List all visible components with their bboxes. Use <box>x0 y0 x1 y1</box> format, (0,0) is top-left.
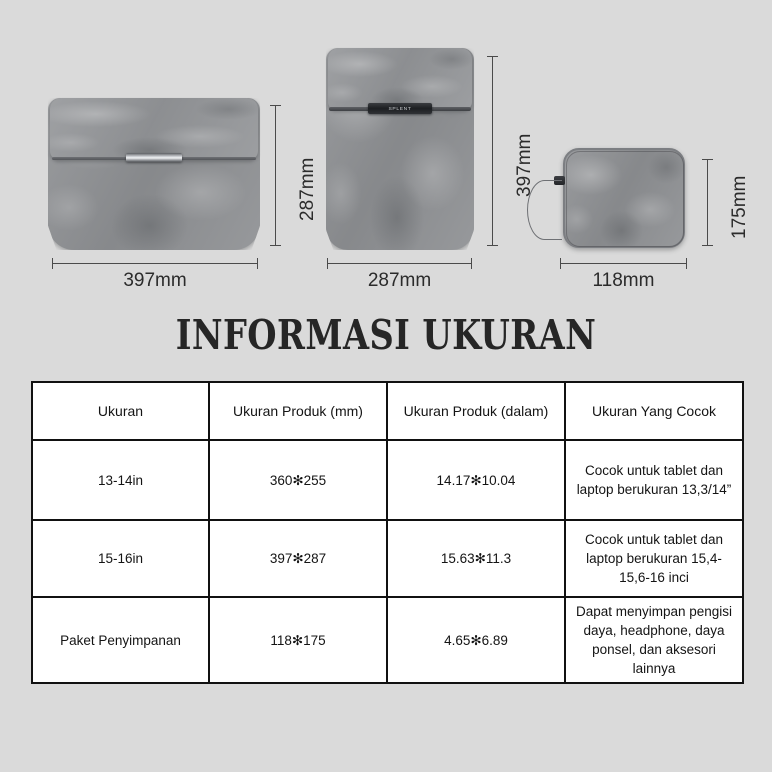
table-header-row <box>32 382 743 440</box>
dimension-label-height-landscape-sleeve: 287mm <box>297 157 318 221</box>
cell-produk-mm: 118✻175 <box>209 597 387 683</box>
cell-ukuran: 15-16in <box>32 520 209 597</box>
sleeve-flap <box>50 98 258 160</box>
dimension-label-width-pouch: 118mm <box>592 270 655 291</box>
cell-ukuran: Paket Penyimpanan <box>32 597 209 683</box>
cell-produk-mm: 397✻287 <box>209 520 387 597</box>
column-header-ukuran: Ukuran <box>32 382 209 440</box>
column-header-ukuran-cocok: Ukuran Yang Cocok <box>565 382 743 440</box>
dimension-line-horizontal-portrait-sleeve <box>327 263 472 264</box>
column-header-produk-dalam: Ukuran Produk (dalam) <box>387 382 565 440</box>
dimension-line-horizontal-landscape-sleeve <box>52 263 258 264</box>
column-header-produk-mm: Ukuran Produk (mm) <box>209 382 387 440</box>
size-information-table <box>31 381 744 684</box>
cell-produk-dalam: 14.17✻10.04 <box>387 440 565 520</box>
cell-ukuran-cocok: Cocok untuk tablet dan laptop berukuran 13,3/14” <box>565 440 743 520</box>
dimension-label-height-portrait-sleeve: 397mm <box>514 133 535 197</box>
dimension-label-width-portrait-sleeve: 287mm <box>367 270 432 291</box>
product-image-accessory-pouch <box>563 148 685 248</box>
table-row <box>32 440 743 520</box>
table-row <box>32 520 743 597</box>
cell-ukuran: 13-14in <box>32 440 209 520</box>
product-showcase <box>0 0 772 300</box>
table-row <box>32 597 743 683</box>
wrist-strap-icon <box>527 180 562 240</box>
dimension-line-vertical-pouch <box>707 159 708 246</box>
sleeve-flap <box>328 48 472 110</box>
dimension-label-width-landscape-sleeve: 397mm <box>123 270 187 291</box>
page-title: INFORMASI UKURAN <box>175 311 597 359</box>
cell-ukuran-cocok: Dapat menyimpan pengisi daya, headphone, daya ponsel, dan aksesori lainnya <box>565 597 743 683</box>
dimension-line-horizontal-pouch <box>560 263 687 264</box>
product-image-landscape-sleeve <box>48 98 260 250</box>
brand-label: SPLENT <box>388 105 412 112</box>
zipper-seam <box>566 151 684 247</box>
magnetic-clasp-icon <box>368 103 432 114</box>
dimension-line-vertical-portrait-sleeve <box>492 56 493 246</box>
dimension-line-vertical-landscape-sleeve <box>275 105 276 246</box>
cell-produk-dalam: 4.65✻6.89 <box>387 597 565 683</box>
dimension-label-height-pouch: 175mm <box>729 175 750 239</box>
cell-produk-mm: 360✻255 <box>209 440 387 520</box>
cell-produk-dalam: 15.63✻11.3 <box>387 520 565 597</box>
cell-ukuran-cocok: Cocok untuk tablet dan laptop berukuran 15,4-15,6-16 inci <box>565 520 743 597</box>
magnetic-clasp-icon <box>126 153 182 162</box>
product-image-portrait-sleeve <box>326 48 474 250</box>
